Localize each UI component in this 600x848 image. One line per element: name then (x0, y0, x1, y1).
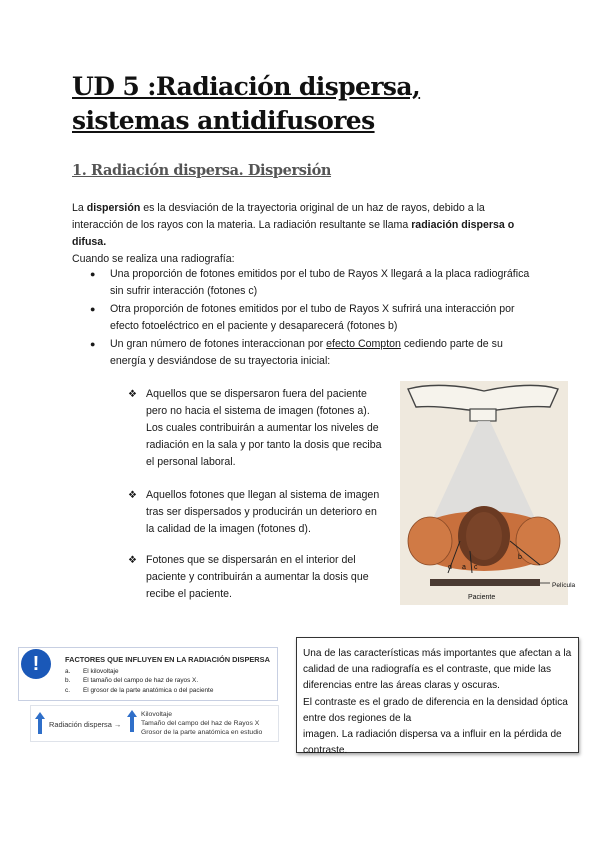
relation-item: Kilovoltaje (141, 711, 172, 718)
factors-list (65, 667, 213, 695)
bullet-text: cediendo parte de su energía y desviándose de su trayectoria inicial: (110, 338, 503, 367)
relation-right (141, 710, 262, 737)
x-ray-tube-icon (408, 385, 558, 411)
factor-text: El kilovoltaje (83, 668, 119, 675)
relation-left-label: Radiación dispersa (49, 720, 112, 729)
factor-text: El tamaño del campo de haz de rayos X. (83, 677, 199, 685)
intro-line-2: Cuando se realiza una radiografía: (72, 253, 235, 265)
relation-item: Tamaño del campo del haz de Rayos X (141, 720, 260, 727)
factor-letter: c. (65, 686, 70, 694)
bullet-text: Un gran número de fotones interaccionan por (110, 338, 327, 350)
sub-bullet-text: Aquellos que se dispersaron fuera del paciente pero no hacia el sistema de imagen (fotones a). Los cuales contribuirán a aumentar los niveles de (146, 388, 379, 434)
sub-bullet-text: radiación en la sala y por tanto la dosis que reciba el personal laboral. (146, 439, 382, 468)
alert-icon: ! (21, 649, 51, 679)
sub-bullet-list (128, 386, 388, 603)
intro-text-1: La (72, 202, 87, 214)
page-title: UD 5 :Radiación dispersa, sistemas antidifusores (72, 72, 421, 135)
factors-title: FACTORES QUE INFLUYEN EN LA RADIACIÓN DISPERSA (65, 655, 270, 664)
relation-item: Grosor de la parte anatómica en estudio (141, 729, 263, 736)
contrast-note-box (296, 637, 579, 757)
scatter-illustration (400, 381, 576, 605)
sub-bullet-item: ❖ Aquellos fotones que llegan al sistema de imagen tras ser dispersados y producirán un deterioro en la calidad de la imagen (fotones d). (128, 487, 388, 538)
right-arrow-icon: → (113, 720, 122, 729)
sub-bullet-item (128, 386, 388, 471)
intro-paragraph (72, 200, 532, 268)
label-d: d (448, 564, 452, 571)
contrast-line: imagen. La radiación dispersa va a influir en la pérdida de contraste. (303, 729, 562, 757)
up-arrow-icon (127, 710, 137, 732)
factor-letter: b. (65, 677, 71, 685)
label-b: b (518, 554, 522, 561)
patient-organ-inner (466, 512, 502, 560)
sub-bullet-item: ❖ Fotones que se dispersarán en el interior del paciente y contribuirán a aumentar la dosis que recibe el paciente. (128, 552, 388, 603)
factors-box (18, 647, 278, 701)
contrast-line: El contraste es el grado de diferencia en la densidad óptica entre dos regiones de la (303, 696, 568, 724)
factor-item (65, 667, 213, 676)
label-pelicula: Película (552, 582, 576, 589)
label-c: c (474, 564, 478, 571)
compton-link[interactable]: efecto Compton (326, 338, 401, 350)
factor-letter: a. (65, 668, 71, 675)
factor-item (65, 686, 213, 695)
bullet-item (88, 336, 538, 370)
film-plate (430, 579, 540, 586)
up-arrow-icon (35, 712, 45, 734)
label-a: a (462, 564, 466, 571)
intro-bold-2: radiación dispersa o difusa. (72, 219, 515, 248)
contrast-text (303, 646, 579, 759)
relation-box (30, 705, 279, 742)
label-paciente: Paciente (468, 594, 496, 601)
bullet-list (88, 266, 538, 371)
patient-arm (408, 517, 452, 565)
relation-left (49, 720, 121, 729)
contrast-line: Una de las características más importantes que afectan a la calidad de una radiografía es el contraste, que mide las diferencias entre las áreas claras y oscuras. (303, 648, 572, 692)
bullet-item: ● Otra proporción de fotones emitidos por el tubo de Rayos X sufrirá una interacción por efecto fotoeléctrico en el paciente y desaparecerá (fotones b) (88, 301, 538, 335)
section-title: 1. Radiación dispersa. Dispersión (72, 162, 332, 179)
intro-bold-1: dispersión (86, 202, 141, 214)
patient-arm (516, 517, 560, 565)
factor-text: El grosor de la parte anatómica o del paciente (83, 686, 214, 694)
bullet-item: ● Una proporción de fotones emitidos por el tubo de Rayos X llegará a la placa radiográfica sin sufrir interacción (fotones c) (88, 266, 538, 300)
intro-text-2: es la desviación de la trayectoria original de un haz de rayos, debido a la interacción de los rayos con la materia. La radiación resultante se llama (72, 202, 485, 231)
collimator-icon (470, 409, 496, 421)
factor-item (65, 676, 213, 685)
